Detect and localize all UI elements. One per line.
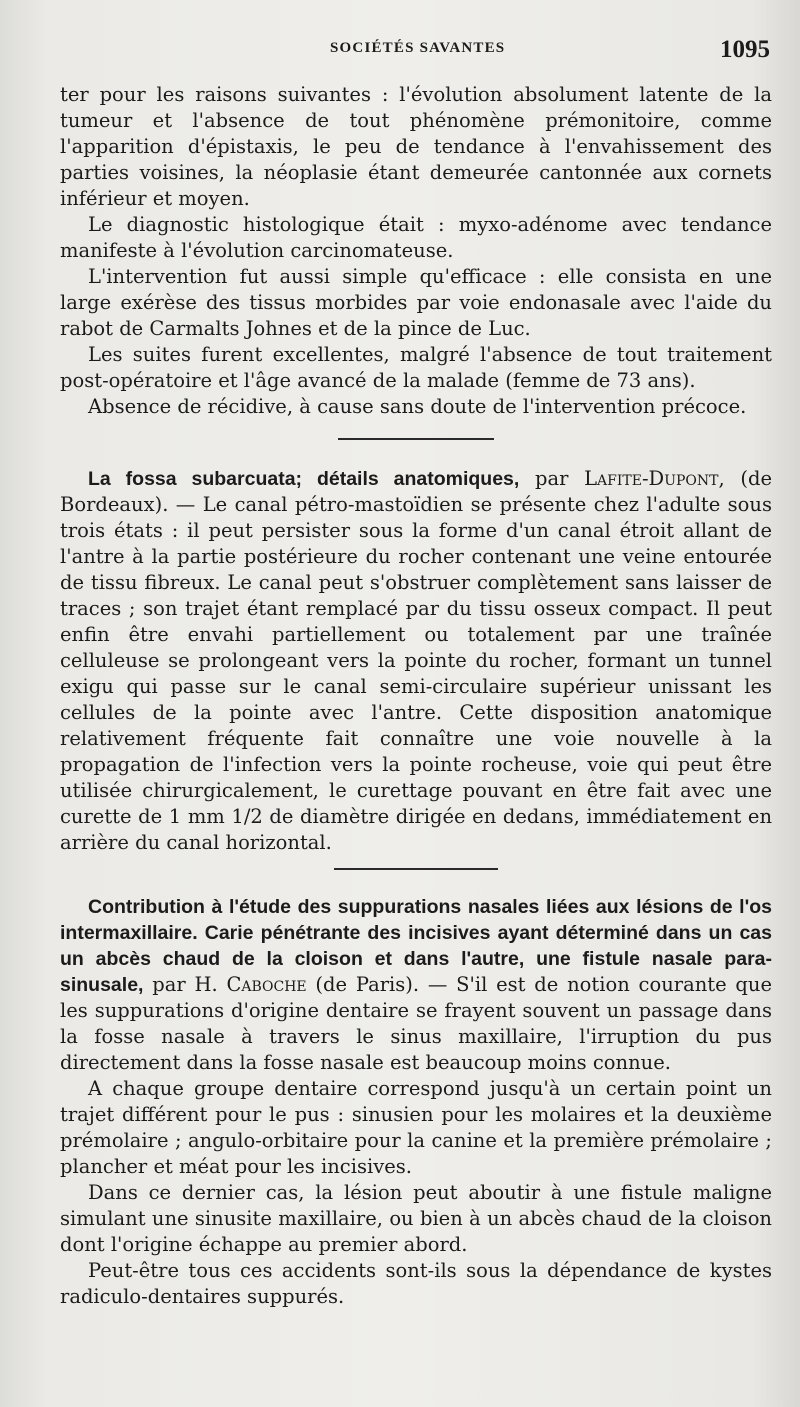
section-divider: [334, 868, 498, 870]
paragraph-recidive: Absence de récidive, à cause sans doute de l'intervention précoce.: [88, 395, 747, 418]
article-par: par H.: [143, 973, 227, 996]
paragraph-groupe-dentaire: A chaque groupe dentaire correspond jusqu'à un certain point un trajet différent pour le pus : sinusien pour les molaires et la deuxième prémolaire ; angulo-orbitaire pour la canine et la première prémolaire ; plancher et méat pour les incisives.: [60, 1077, 772, 1178]
article-fossa-subarcuata: [60, 466, 772, 856]
paragraph-dernier-cas: Dans ce dernier cas, la lésion peut aboutir à une fistule maligne simulant une sinusite maxillaire, ou bien à un abcès chaud de la cloison dont l'origine échappe au premier abord.: [60, 1181, 772, 1256]
body-text: [60, 82, 772, 1310]
paragraph-kystes: Peut-être tous ces accidents sont-ils sous la dépendance de kystes radiculo-dentaires suppurés.: [60, 1259, 772, 1308]
article-title: La fossa subarcuata; détails anatomiques,: [88, 468, 520, 490]
paragraph-continuation: ter pour les raisons suivantes : l'évolution absolument latente de la tumeur et l'absence de tout phénomène prémonitoire, comme l'apparition d'épistaxis, le peu de tendance à l'envahissement des parties voisines, la néoplasie étant demeurée cantonnée aux cornets inférieur et moyen.: [60, 83, 772, 210]
section-divider: [338, 438, 494, 440]
article-affiliation: , (de Bordeaux). —: [60, 467, 772, 516]
paragraph-suites: Les suites furent excellentes, malgré l'absence de tout traitement post-opératoire et l'âge avancé de la malade (femme de 73 ans).: [60, 343, 772, 392]
article-body: Le canal pétro-mastoïdien se présente chez l'adulte sous trois états : il peut persister sous la forme d'un canal étroit allant de l'antre à la partie postérieure du rocher contenant une veine entourée de tissu fibreux. Le canal peut s'obstruer complètement sans laisser de traces ; son trajet étant remplacé par du tissu osseux compact. Il peut enfin être envahi partiellement ou totalement par une traînée celluleuse se prolongeant vers la pointe du rocher, formant un tunnel exigu qui passe sur le canal semi-circulaire supérieur unissant les cellules de la pointe avec l'antre. Cette disposition anatomique relativement fréquente fait connaître une voie nouvelle à la propagation de l'infection vers la pointe rocheuse, voie qui peut être utilisée chirurgicalement, le curettage pouvant en être fait avec une curette de 1 mm 1/2 de diamètre dirigée en dedans, immédiatement en arrière du canal horizontal.: [60, 493, 772, 854]
running-title: SOCIÉTÉS SAVANTES: [330, 40, 506, 56]
article-title: Contribution à l'étude des suppurations nasales liées aux lésions de l'os intermaxillaire. Carie pénétrante des incisives ayant déterminé dans un cas un abcès chaud de la cloison et dans l'autre, une fistule nasale para-sinusale,: [60, 896, 772, 996]
article-par: par: [519, 467, 585, 490]
page-number: 1095: [720, 36, 770, 63]
article-body: S'il est de notion courante que les suppurations d'origine dentaire se frayent souvent un passage dans la fosse nasale à travers le sinus maxillaire, l'irruption du pus directement dans la fosse nasale est beaucoup moins connue.: [60, 973, 773, 1074]
article-author: Lafite-Dupont: [584, 467, 719, 490]
article-suppurations-nasales: [60, 894, 772, 1076]
page-header: [0, 34, 800, 74]
article-author: Caboche: [226, 973, 307, 996]
article-affiliation: (de Paris). —: [306, 973, 457, 996]
paragraph-diagnostic: Le diagnostic histologique était : myxo-adénome avec tendance manifeste à l'évolution carcinomateuse.: [60, 213, 772, 262]
paragraph-intervention: L'intervention fut aussi simple qu'efficace : elle consista en une large exérèse des tissus morbides par voie endonasale avec l'aide du rabot de Carmalts Johnes et de la pince de Luc.: [60, 265, 772, 340]
